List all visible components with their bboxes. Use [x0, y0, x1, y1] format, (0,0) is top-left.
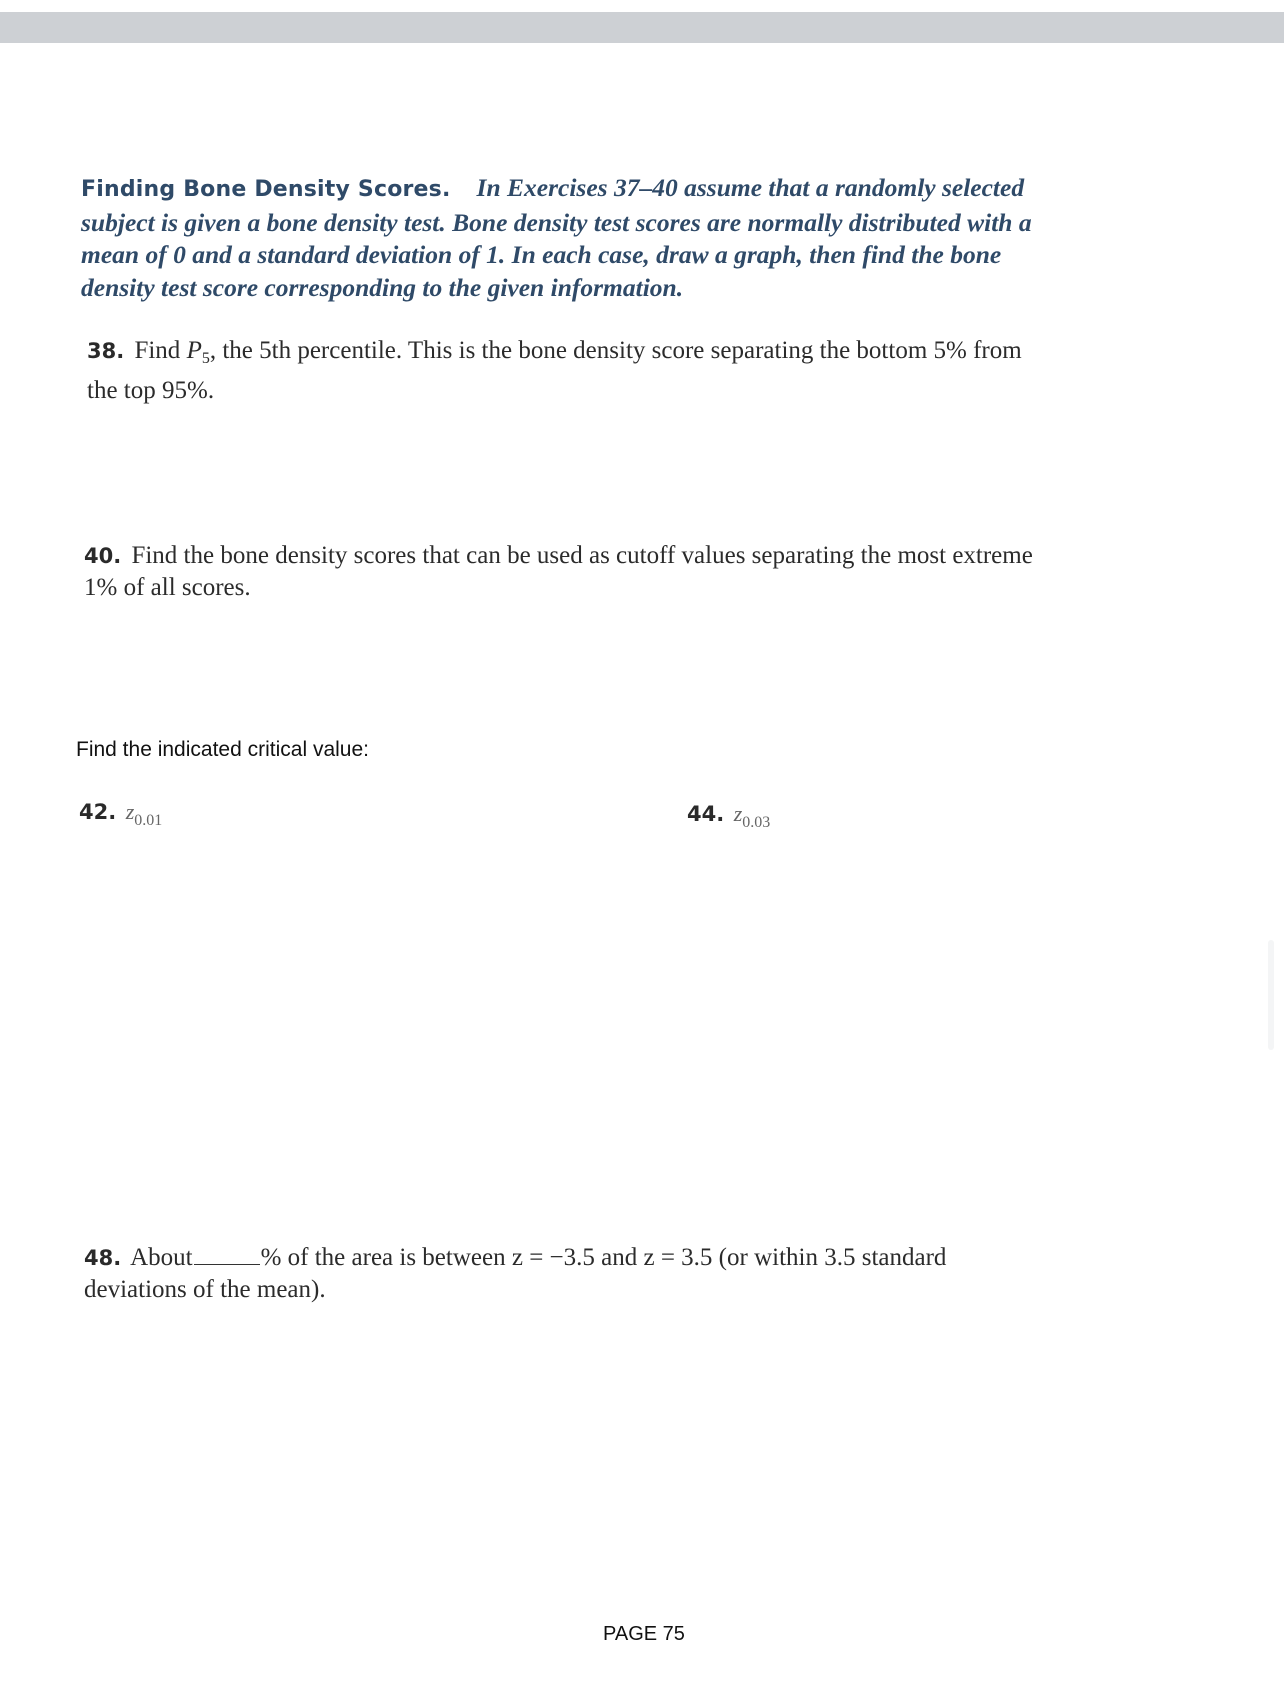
exercise-42: [79, 799, 162, 830]
exercise-38: [87, 335, 1047, 407]
z-variable: z: [733, 801, 743, 826]
z-variable: z: [125, 799, 135, 824]
critical-value-instruction: Find the indicated critical value:: [76, 738, 369, 761]
exercise-text-post: , the 5th percentile. This is the bone density score separating the bottom 5% from the top 95%.: [87, 337, 1022, 404]
answer-blank: [194, 1248, 260, 1265]
exercise-text-pre: Find: [134, 337, 187, 364]
top-toolbar-bar: [0, 12, 1284, 43]
exercise-40: [84, 540, 1044, 604]
exercise-number: 42.: [79, 800, 117, 824]
exercise-48: [84, 1242, 1044, 1306]
exercise-text-pre: About: [130, 1244, 193, 1271]
exercise-number: 48.: [84, 1246, 122, 1270]
z-subscript: 0.01: [134, 812, 163, 829]
exercise-number: 40.: [84, 544, 122, 568]
section-intro: [81, 172, 1041, 304]
exercise-number: 44.: [687, 802, 725, 826]
scrollbar-thumb[interactable]: [1268, 940, 1274, 1050]
section-heading: Finding Bone Density Scores.: [81, 177, 451, 202]
page-number: PAGE 75: [603, 1623, 685, 1645]
z-subscript: 0.03: [742, 814, 771, 831]
exercise-44: [687, 801, 770, 832]
percentile-subscript: 5: [201, 350, 210, 367]
exercise-text-post: % of the area is between z = −3.5 and z = 3.5 (or within 3.5 standard deviations of the mean).: [84, 1244, 947, 1303]
percentile-variable: P: [186, 337, 202, 364]
exercise-number: 38.: [87, 339, 125, 363]
exercise-text: Find the bone density scores that can be used as cutoff values separating the most extreme 1% of all scores.: [84, 542, 1033, 601]
section-instructions: In Exercises 37–40 assume that a randomly selected subject is given a bone density test. Bone density test scores are normally distributed with a mean of 0 and a standard deviation of 1. In each case, draw a graph, then find the bone density test score corresponding to the given information.: [81, 173, 1032, 302]
